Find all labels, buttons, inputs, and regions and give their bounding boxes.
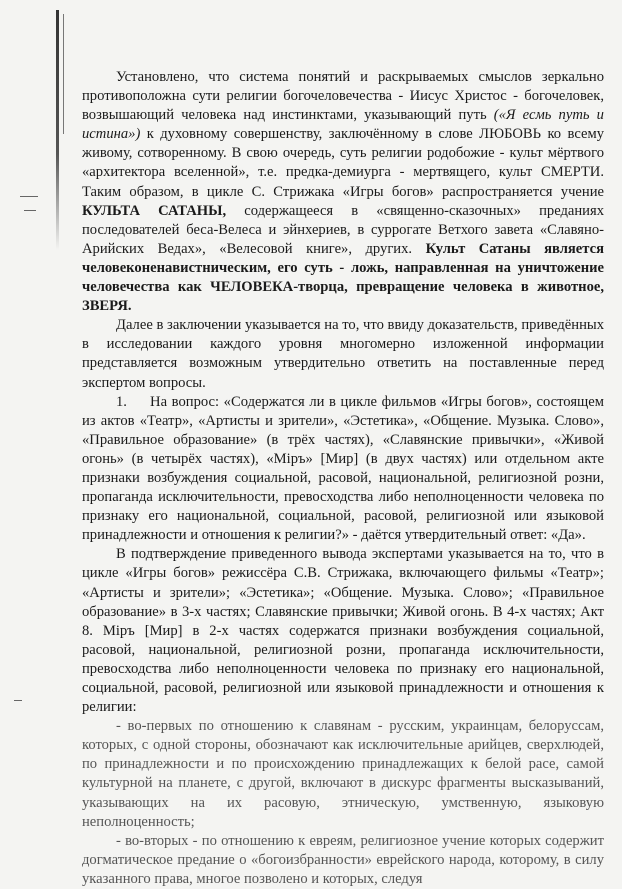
list-item-first xyxy=(82,717,604,832)
scan-mark xyxy=(14,700,22,701)
document-page xyxy=(82,68,604,889)
text-segment: Установлено, что система понятий и раскрываемых смыслов зеркально противоположна сути религии богочеловечества - Иисус Христос - богочеловек, возвышающий человека над инстинктами, указывающий путь xyxy=(82,69,604,124)
italic-quote: («Я есмь путь и истина») xyxy=(82,107,604,143)
text-segment: содержащееся в «священно-сказочных» преданиях последователей беса-Велеса и эйнхериев, в суррогате Ветхого завета «Славяно-Арийских Ведах», «Велесовой книге», других. xyxy=(82,202,605,257)
bold-statement: Культ Сатаны является человеконенавистническим, его суть - ложь, направленная на уничтожение человечества как ЧЕЛОВЕКА-творца, превращение человека в животное, ЗВЕРЯ. xyxy=(82,240,604,315)
text-segment: - во-вторых - по отношению к евреям, религиозное учение которых содержит догматическое предание о «богоизбранности» еврейского народа, которому, в силу указанного права, многое позволено и которых, следуя xyxy=(82,832,604,887)
scan-shadow-line xyxy=(63,14,64,134)
list-item-second xyxy=(82,832,604,889)
text-segment: - во-первых по отношению к славянам - русским, украинцам, белоруссам, которых, с одной стороны, обозначают как исключительные арийцев, сверхлюдей, по принадлежности и по происхождению принадлежащих к белой расе, самой культурной на планете, с другой, включают в дискурс фрагменты высказываний, указывающих на их расовую, этническую, умственную, языковую неполноценность; xyxy=(82,718,604,830)
text-segment: 1. На вопрос: «Содержатся ли в цикле фильмов «Игры богов», состоящем из актов «Театр», «Артисты и зрители», «Эстетика», «Общение. Музыка. Слово», «Правильное образование» (в трёх частях), «Славянские привычки», «Живой огонь» (в четырёх частях), «Міръ» [Мир] (в двух частях) или отдельном акте признаки возбуждения социальной, расовой, национальной, религиозной розни, пропаганда исключительности, превосходства либо неполноценности человека по признаку его национальной, социальной, расовой, религиозной или языковой принадлежности и отношения к религии?» - даётся утвердительный ответ: «Да». xyxy=(82,393,604,544)
paragraph-further xyxy=(82,316,604,392)
scan-shadow-edge xyxy=(56,10,59,250)
bold-phrase: КУЛЬТА САТАНЫ, xyxy=(82,202,227,219)
scan-mark xyxy=(24,210,36,211)
paragraph-conclusion xyxy=(82,68,604,316)
scan-mark xyxy=(20,196,38,197)
text-segment: В подтверждение приведенного вывода экспертами указывается на то, что в цикле «Игры богов» режиссёра С.В. Стрижака, включающего фильмы «Театр»; «Артисты и зрители»; «Эстетика»; «Общение. Музыка. Слово»; «Правильное образование» в 3-х частях; Славянские привычки; Живой огонь. В 4-х частях; Акт 8. Міръ [Мир] в 2-х частях содержатся признаки возбуждения социальной, расовой, национальной, религиозной розни, пропаганда исключительности, превосходства либо неполноценности человека по признаку его национальной, социальной, расовой, религиозной или языковой принадлежности и отношения к религии: xyxy=(82,546,604,716)
text-segment: к духовному совершенству, заключённому в слове ЛЮБОВЬ ко всему живому, сотворенному. В свою очередь, суть религии родобожие - культ мёртвого «архитектора вселенной», т.е. предка-демиурга - мертвящего, культ СМЕРТИ. Таким образом, в цикле С. Стрижака «Игры богов» распространяется учение xyxy=(82,126,604,200)
text-segment: Далее в заключении указывается на то, что ввиду доказательств, приведённых в исследовании каждого уровня многомерно изложенной информации представляется возможным утвердительно ответить на поставленные перед экспертом вопросы. xyxy=(82,317,604,391)
numbered-answer xyxy=(82,393,604,546)
paragraph-confirmation xyxy=(82,545,604,717)
